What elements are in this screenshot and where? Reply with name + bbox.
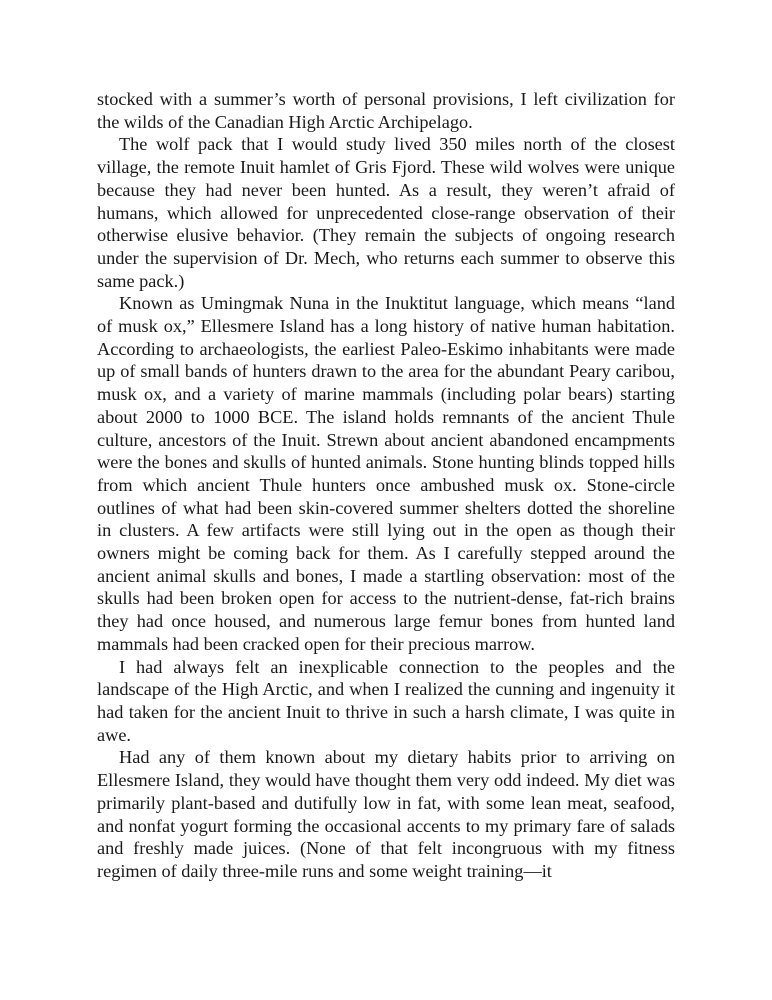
paragraph-continuation: stocked with a summer’s worth of personal provisions, I left civilization for the wilds of the Canadian High Arctic Archipelago. bbox=[97, 89, 675, 132]
paragraph-ellesmere-island: Known as Umingmak Nuna in the Inuktitut language, which means “land of musk ox,” Ellesmere Island has a long history of native human habitation. According to archaeologists, the earliest Paleo-Eskimo inhabitants were made up of small bands of hunters drawn to the area for the abundant Peary caribou, musk ox, and a variety of marine mammals (including polar bears) starting about 2000 to 1000 BCE. The island holds remnants of the ancient Thule culture, ancestors of the Inuit. Strewn about ancient abandoned encampments were the bones and skulls of hunted animals. Stone hunting blinds topped hills from which ancient Thule hunters once ambushed musk ox. Stone-circle outlines of what had been skin-covered summer shelters dotted the shoreline in clusters. A few artifacts were still lying out in the open as though their owners might be coming back for them. As I carefully stepped around the ancient animal skulls and bones, I made a startling observation: most of the skulls had been broken open for access to the nutrient-dense, fat-rich brains they had once housed, and numerous large femur bones from hunted land mammals had been cracked open for their precious marrow. bbox=[97, 293, 675, 654]
book-page-body bbox=[97, 88, 675, 883]
paragraph-wolf-pack: The wolf pack that I would study lived 350 miles north of the closest village, the remote Inuit hamlet of Gris Fjord. These wild wolves were unique because they had never been hunted. As a result, they weren’t afraid of humans, which allowed for unprecedented close-range observation of their otherwise elusive behavior. (They remain the subjects of ongoing research under the supervision of Dr. Mech, who returns each summer to observe this same pack.) bbox=[97, 134, 675, 291]
paragraph-connection: I had always felt an inexplicable connection to the peoples and the landscape of the High Arctic, and when I realized the cunning and ingenuity it had taken for the ancient Inuit to thrive in such a harsh climate, I was quite in awe. bbox=[97, 656, 675, 745]
paragraph-dietary-habits: Had any of them known about my dietary habits prior to arriving on Ellesmere Island, they would have thought them very odd indeed. My diet was primarily plant-based and dutifully low in fat, with some lean meat, seafood, and nonfat yogurt forming the occasional accents to my primary fare of salads and freshly made juices. (None of that felt incongruous with my fitness regimen of daily three-mile runs and some weight training—it bbox=[97, 747, 675, 881]
